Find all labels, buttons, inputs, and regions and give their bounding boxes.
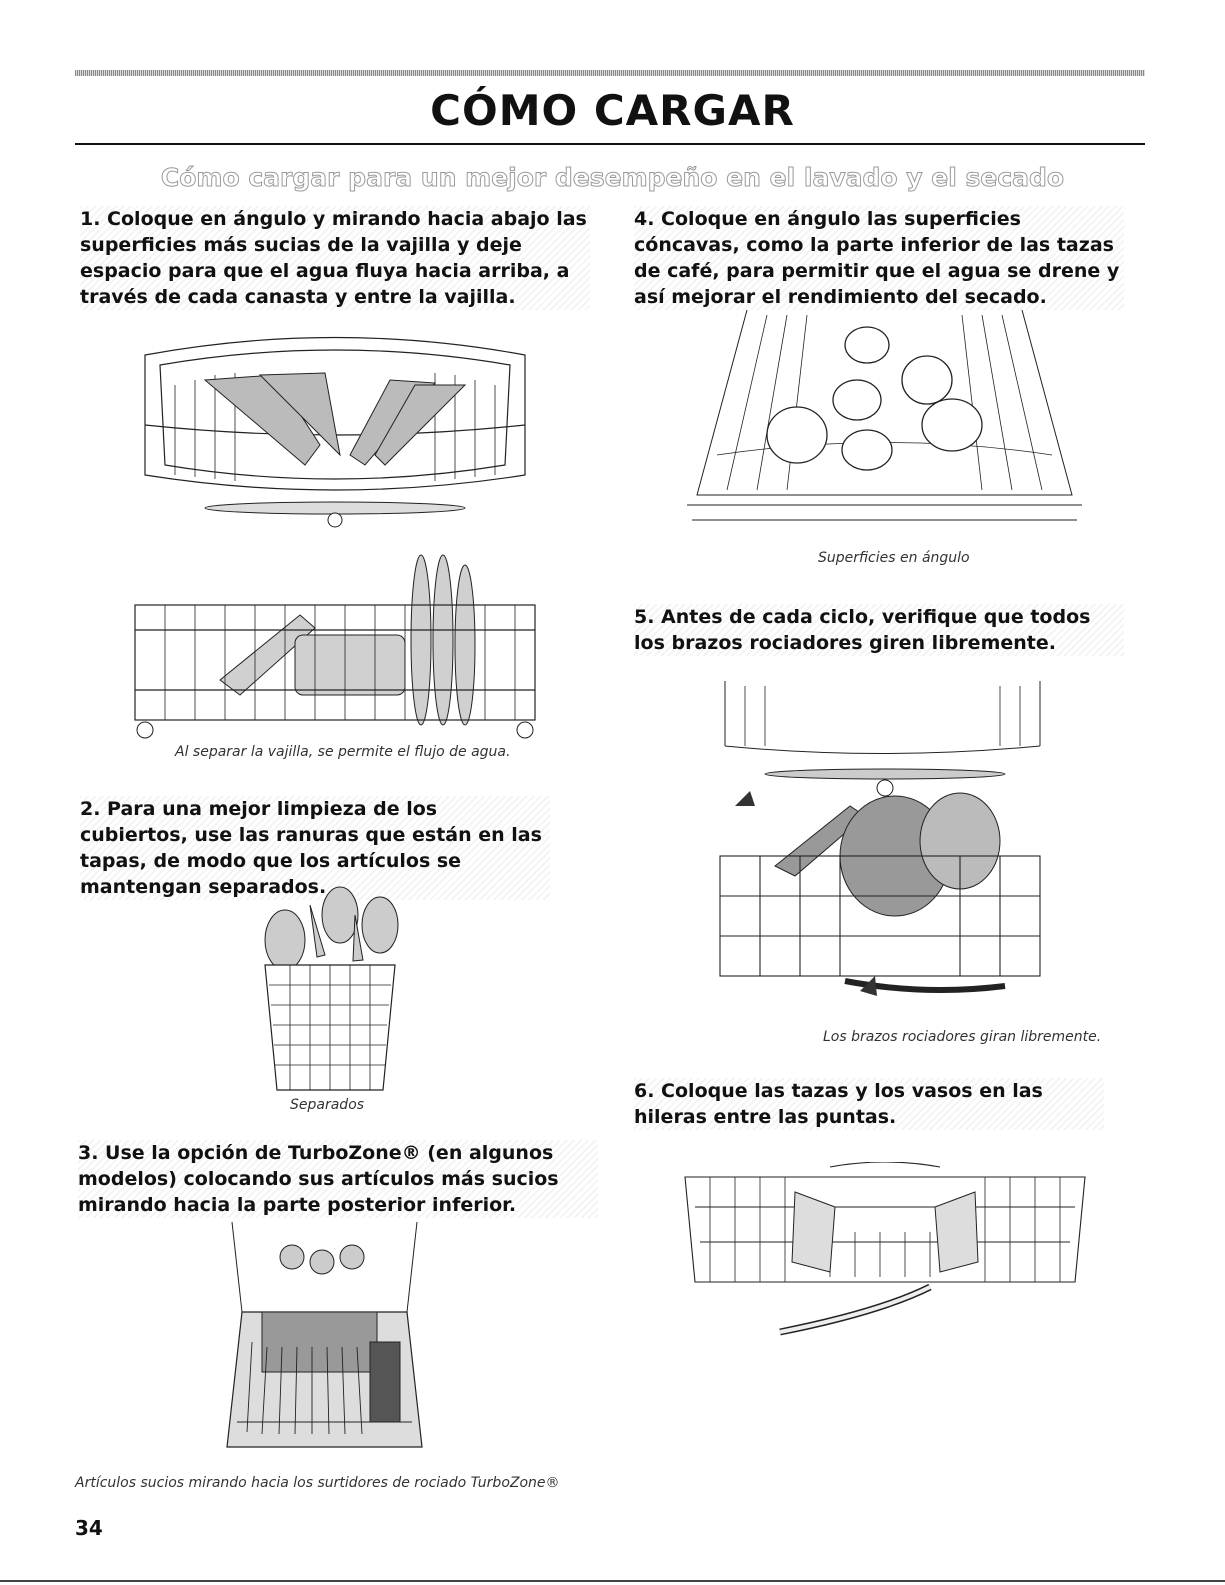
- top-decorative-bar: [75, 70, 1145, 76]
- step-1-text: 1. Coloque en ángulo y mirando hacia abajo las superficies más sucias de la vajilla y deje espacio para que el agua fluya hacia arriba, a través de cada canasta y entre la vajilla.: [80, 206, 590, 310]
- step-6-text: 6. Coloque las tazas y los vasos en las hileras entre las puntas.: [634, 1078, 1104, 1130]
- step-2-text: 2. Para una mejor limpieza de los cubiertos, use las ranuras que están en las tapas, de modo que los artículos se mantengan separados.: [80, 796, 550, 900]
- page-title: CÓMO CARGAR: [430, 86, 795, 135]
- step-4-caption: Superficies en ángulo: [818, 550, 970, 566]
- lower-rack-separated-dishes-illustration: [125, 550, 545, 750]
- bottom-rule: [0, 1580, 1225, 1582]
- turbozone-lower-rack-illustration: [222, 1222, 427, 1452]
- step-5-text: 5. Antes de cada ciclo, verifique que todos los brazos rociadores giren libremente.: [634, 604, 1124, 656]
- arrow-icon: [735, 791, 755, 806]
- step-2-caption: Separados: [290, 1097, 365, 1113]
- step-5-caption: Los brazos rociadores giran libremente.: [823, 1029, 1102, 1045]
- spray-arms-racks-illustration: [705, 676, 1055, 1006]
- upper-rack-angled-cups-illustration: [687, 305, 1082, 530]
- step-4-text: 4. Coloque en ángulo las superficies cóncavas, como la parte inferior de las tazas de café, para permitir que el agua se drene y así mejorar el rendimiento del secado.: [634, 206, 1124, 310]
- silverware-basket-illustration: [255, 885, 405, 1095]
- step-1-caption: Al separar la vajilla, se permite el flujo de agua.: [175, 744, 511, 760]
- page-subtitle: Cómo cargar para un mejor desempeño en el lavado y el secado: [160, 163, 1065, 192]
- upper-rack-cups-glasses-illustration: [680, 1162, 1090, 1347]
- step-3-caption: Artículos sucios mirando hacia los surtidores de rociado TurboZone®: [75, 1475, 560, 1491]
- upper-rack-angled-dishes-illustration: [135, 325, 535, 535]
- page-number: 34: [75, 1516, 103, 1540]
- step-3-text: 3. Use la opción de TurboZone® (en algunos modelos) colocando sus artículos más sucios mirando hacia la parte posterior inferior.: [78, 1140, 598, 1218]
- title-rule: [75, 143, 1145, 145]
